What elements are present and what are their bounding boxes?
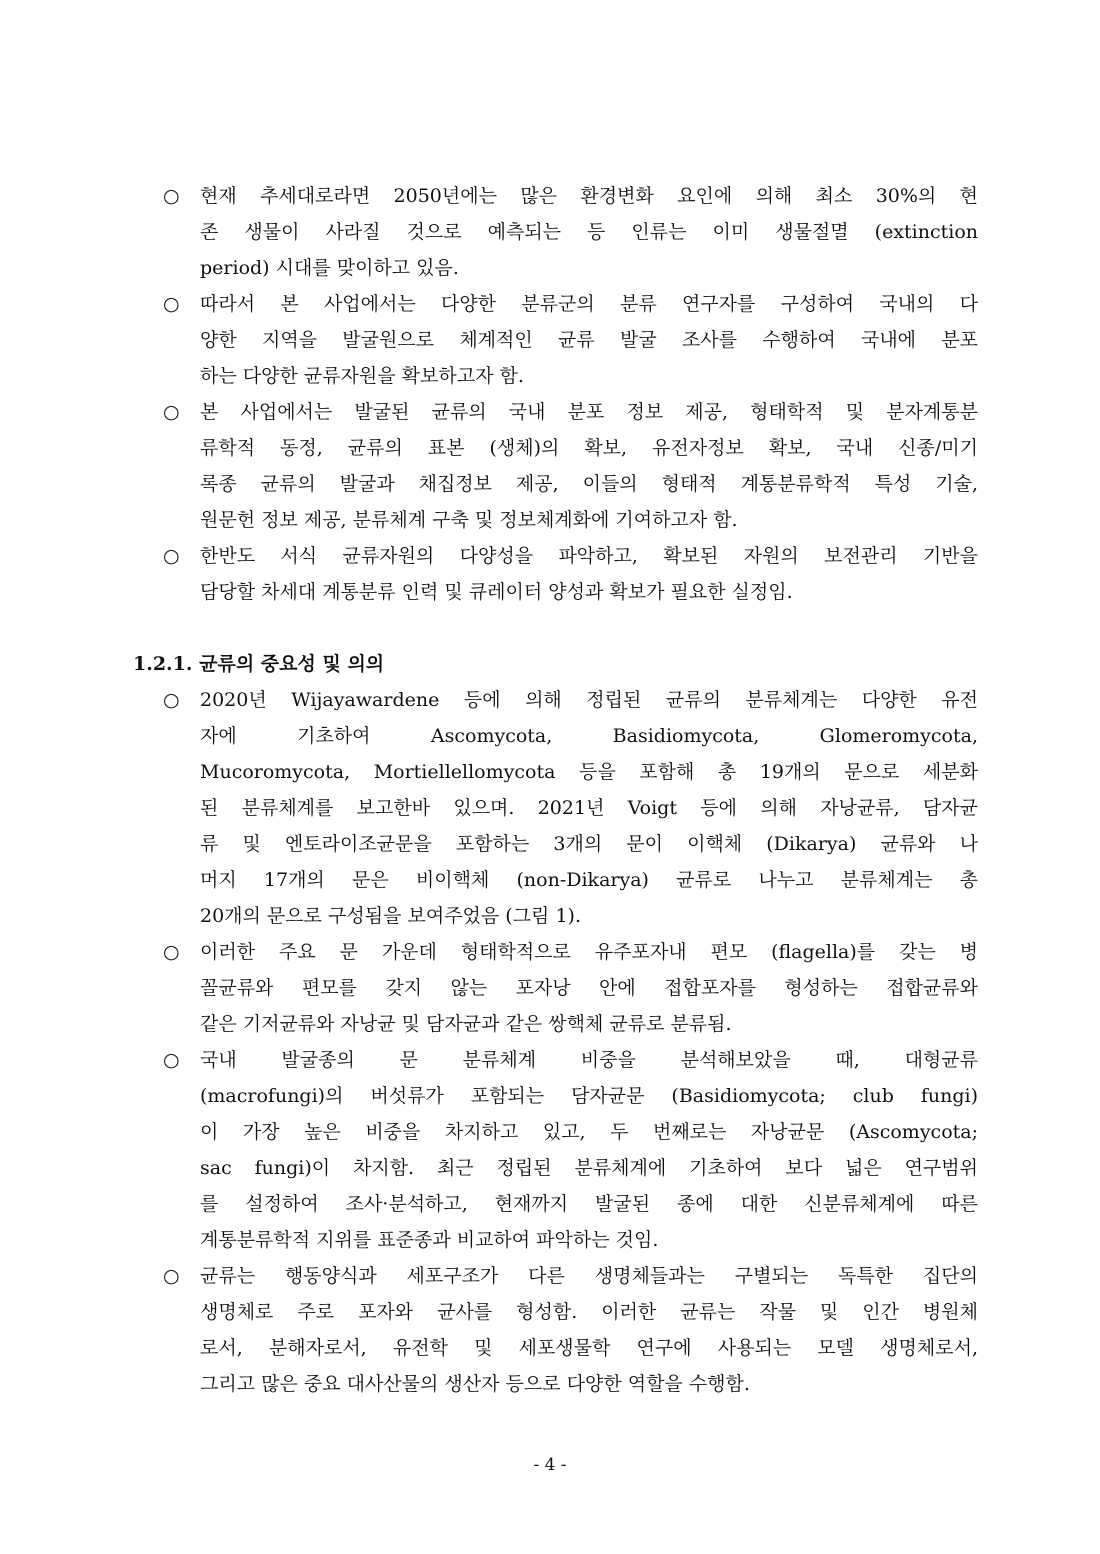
line-text: 국내 발굴종의 문 분류체계 비중을 분석해보았을 때, 대형균류: [200, 1049, 978, 1071]
line-text: (macrofungi)의 버섯류가 포함되는 담자균문 (Basidiomycota; club fungi): [200, 1085, 978, 1107]
text-line: [0, 1150, 1100, 1186]
text-line: [0, 862, 1100, 898]
text-line: [0, 1258, 1100, 1294]
text-line: [0, 1186, 1100, 1222]
text-line: [0, 430, 1100, 466]
text-line: [0, 178, 1100, 214]
text-line: [0, 1042, 1100, 1078]
line-text: 2020년 Wijayawardene 등에 의해 정립된 균류의 분류체계는 다양한 유전: [200, 689, 978, 711]
line-text: 같은 기저균류와 자낭균 및 담자균과 같은 쌍핵체 균류로 분류됨.: [200, 1013, 732, 1035]
section-heading-text: 1.2.1. 균류의 중요성 및 의의: [133, 653, 385, 675]
line-text: 균류는 행동양식과 세포구조가 다른 생명체들과는 구별되는 독특한 집단의: [200, 1265, 978, 1287]
line-text: 류학적 동정, 균류의 표본 (생체)의 확보, 유전자정보 확보, 국내 신종/미기: [200, 437, 978, 459]
line-text: 원문헌 정보 제공, 분류체계 구축 및 정보체계화에 기여하고자 함.: [200, 509, 738, 531]
text-line: [0, 322, 1100, 358]
line-text: 20개의 문으로 구성됨을 보여주었음 (그림 1).: [200, 905, 581, 927]
bullet-circle-icon: ○: [163, 1049, 180, 1071]
bullet-paragraph: [0, 1042, 1100, 1258]
text-line: [0, 682, 1100, 718]
line-text: 본 사업에서는 발굴된 균류의 국내 분포 정보 제공, 형태학적 및 분자계통분: [200, 401, 978, 423]
line-text: 생명체로 주로 포자와 균사를 형성함. 이러한 균류는 작물 및 인간 병원체: [200, 1301, 978, 1323]
line-text: 로서, 분해자로서, 유전학 및 세포생물학 연구에 사용되는 모델 생명체로서,: [200, 1337, 978, 1359]
line-text: sac fungi)이 차지함. 최근 정립된 분류체계에 기초하여 보다 넓은 연구범위: [200, 1157, 978, 1179]
text-line: [0, 1294, 1100, 1330]
text-line: [0, 1006, 1100, 1042]
spacer: [0, 610, 1100, 646]
text-line: [0, 898, 1100, 934]
bullet-paragraph: [0, 538, 1100, 610]
line-text: 록종 균류의 발굴과 채집정보 제공, 이들의 형태적 계통분류학적 특성 기술,: [200, 473, 978, 495]
line-text: 이러한 주요 문 가운데 형태학적으로 유주포자내 편모 (flagella)를 갖는 병: [200, 941, 978, 963]
bullet-circle-icon: ○: [163, 293, 180, 315]
text-line: [0, 754, 1100, 790]
line-text: 꼴균류와 편모를 갖지 않는 포자낭 안에 접합포자를 형성하는 접합균류와: [200, 977, 978, 999]
line-text: 담당할 차세대 계통분류 인력 및 큐레이터 양성과 확보가 필요한 실정임.: [200, 581, 793, 603]
text-line: [0, 574, 1100, 610]
line-text: 이 가장 높은 비중을 차지하고 있고, 두 번째로는 자낭균문 (Ascomycota;: [200, 1121, 978, 1143]
text-line: [0, 826, 1100, 862]
text-line: [0, 934, 1100, 970]
bullet-paragraph: [0, 682, 1100, 934]
line-text: 자에 기초하여 Ascomycota, Basidiomycota, Glomeromycota,: [200, 725, 978, 747]
line-text: period) 시대를 맞이하고 있음.: [200, 257, 459, 279]
line-text: 한반도 서식 균류자원의 다양성을 파악하고, 확보된 자원의 보전관리 기반을: [200, 545, 978, 567]
text-line: [0, 214, 1100, 250]
bullet-circle-icon: ○: [163, 1265, 180, 1287]
line-text: 현재 추세대로라면 2050년에는 많은 환경변화 요인에 의해 최소 30%의 현: [200, 185, 978, 207]
bullet-circle-icon: ○: [163, 401, 180, 423]
line-text: 계통분류학적 지위를 표준종과 비교하여 파악하는 것임.: [200, 1229, 659, 1251]
text-line: [0, 538, 1100, 574]
bullet-paragraph: [0, 394, 1100, 538]
document-body: [0, 178, 1100, 1402]
line-text: Mucoromycota, Mortiellellomycota 등을 포함해 총 19개의 문으로 세분화: [200, 761, 978, 783]
bullet-circle-icon: ○: [163, 689, 180, 711]
bullet-paragraph: [0, 1258, 1100, 1402]
text-line: [0, 790, 1100, 826]
bullet-paragraph: [0, 178, 1100, 286]
text-line: [0, 286, 1100, 322]
page-number: - 4 -: [533, 1455, 567, 1475]
text-line: [0, 1114, 1100, 1150]
line-text: 류 및 엔토라이조균문을 포함하는 3개의 문이 이핵체 (Dikarya) 균류와 나: [200, 833, 978, 855]
text-line: [0, 502, 1100, 538]
text-line: [0, 1222, 1100, 1258]
bullet-circle-icon: ○: [163, 941, 180, 963]
line-text: 를 설정하여 조사·분석하고, 현재까지 발굴된 종에 대한 신분류체계에 따른: [200, 1193, 978, 1215]
line-text: 양한 지역을 발굴원으로 체계적인 균류 발굴 조사를 수행하여 국내에 분포: [200, 329, 978, 351]
text-line: [0, 970, 1100, 1006]
line-text: 그리고 많은 중요 대사산물의 생산자 등으로 다양한 역할을 수행함.: [200, 1373, 750, 1395]
text-line: [0, 1330, 1100, 1366]
bullet-circle-icon: ○: [163, 545, 180, 567]
text-line: [0, 358, 1100, 394]
bullet-paragraph: [0, 934, 1100, 1042]
line-text: 따라서 본 사업에서는 다양한 분류군의 분류 연구자를 구성하여 국내의 다: [200, 293, 978, 315]
text-line: [0, 1366, 1100, 1402]
line-text: 존 생물이 사라질 것으로 예측되는 등 인류는 이미 생물절멸 (extinction: [200, 221, 978, 243]
text-line: [0, 250, 1100, 286]
line-text: 머지 17개의 문은 비이핵체 (non-Dikarya) 균류로 나누고 분류체계는 총: [200, 869, 978, 891]
text-line: [0, 718, 1100, 754]
text-line: [0, 466, 1100, 502]
section-heading: [0, 646, 1100, 682]
text-line: [0, 1078, 1100, 1114]
bullet-paragraph: [0, 286, 1100, 394]
text-line: [0, 394, 1100, 430]
line-text: 하는 다양한 균류자원을 확보하고자 함.: [200, 365, 524, 387]
line-text: 된 분류체계를 보고한바 있으며. 2021년 Voigt 등에 의해 자낭균류, 담자균: [200, 797, 978, 819]
bullet-circle-icon: ○: [163, 185, 180, 207]
